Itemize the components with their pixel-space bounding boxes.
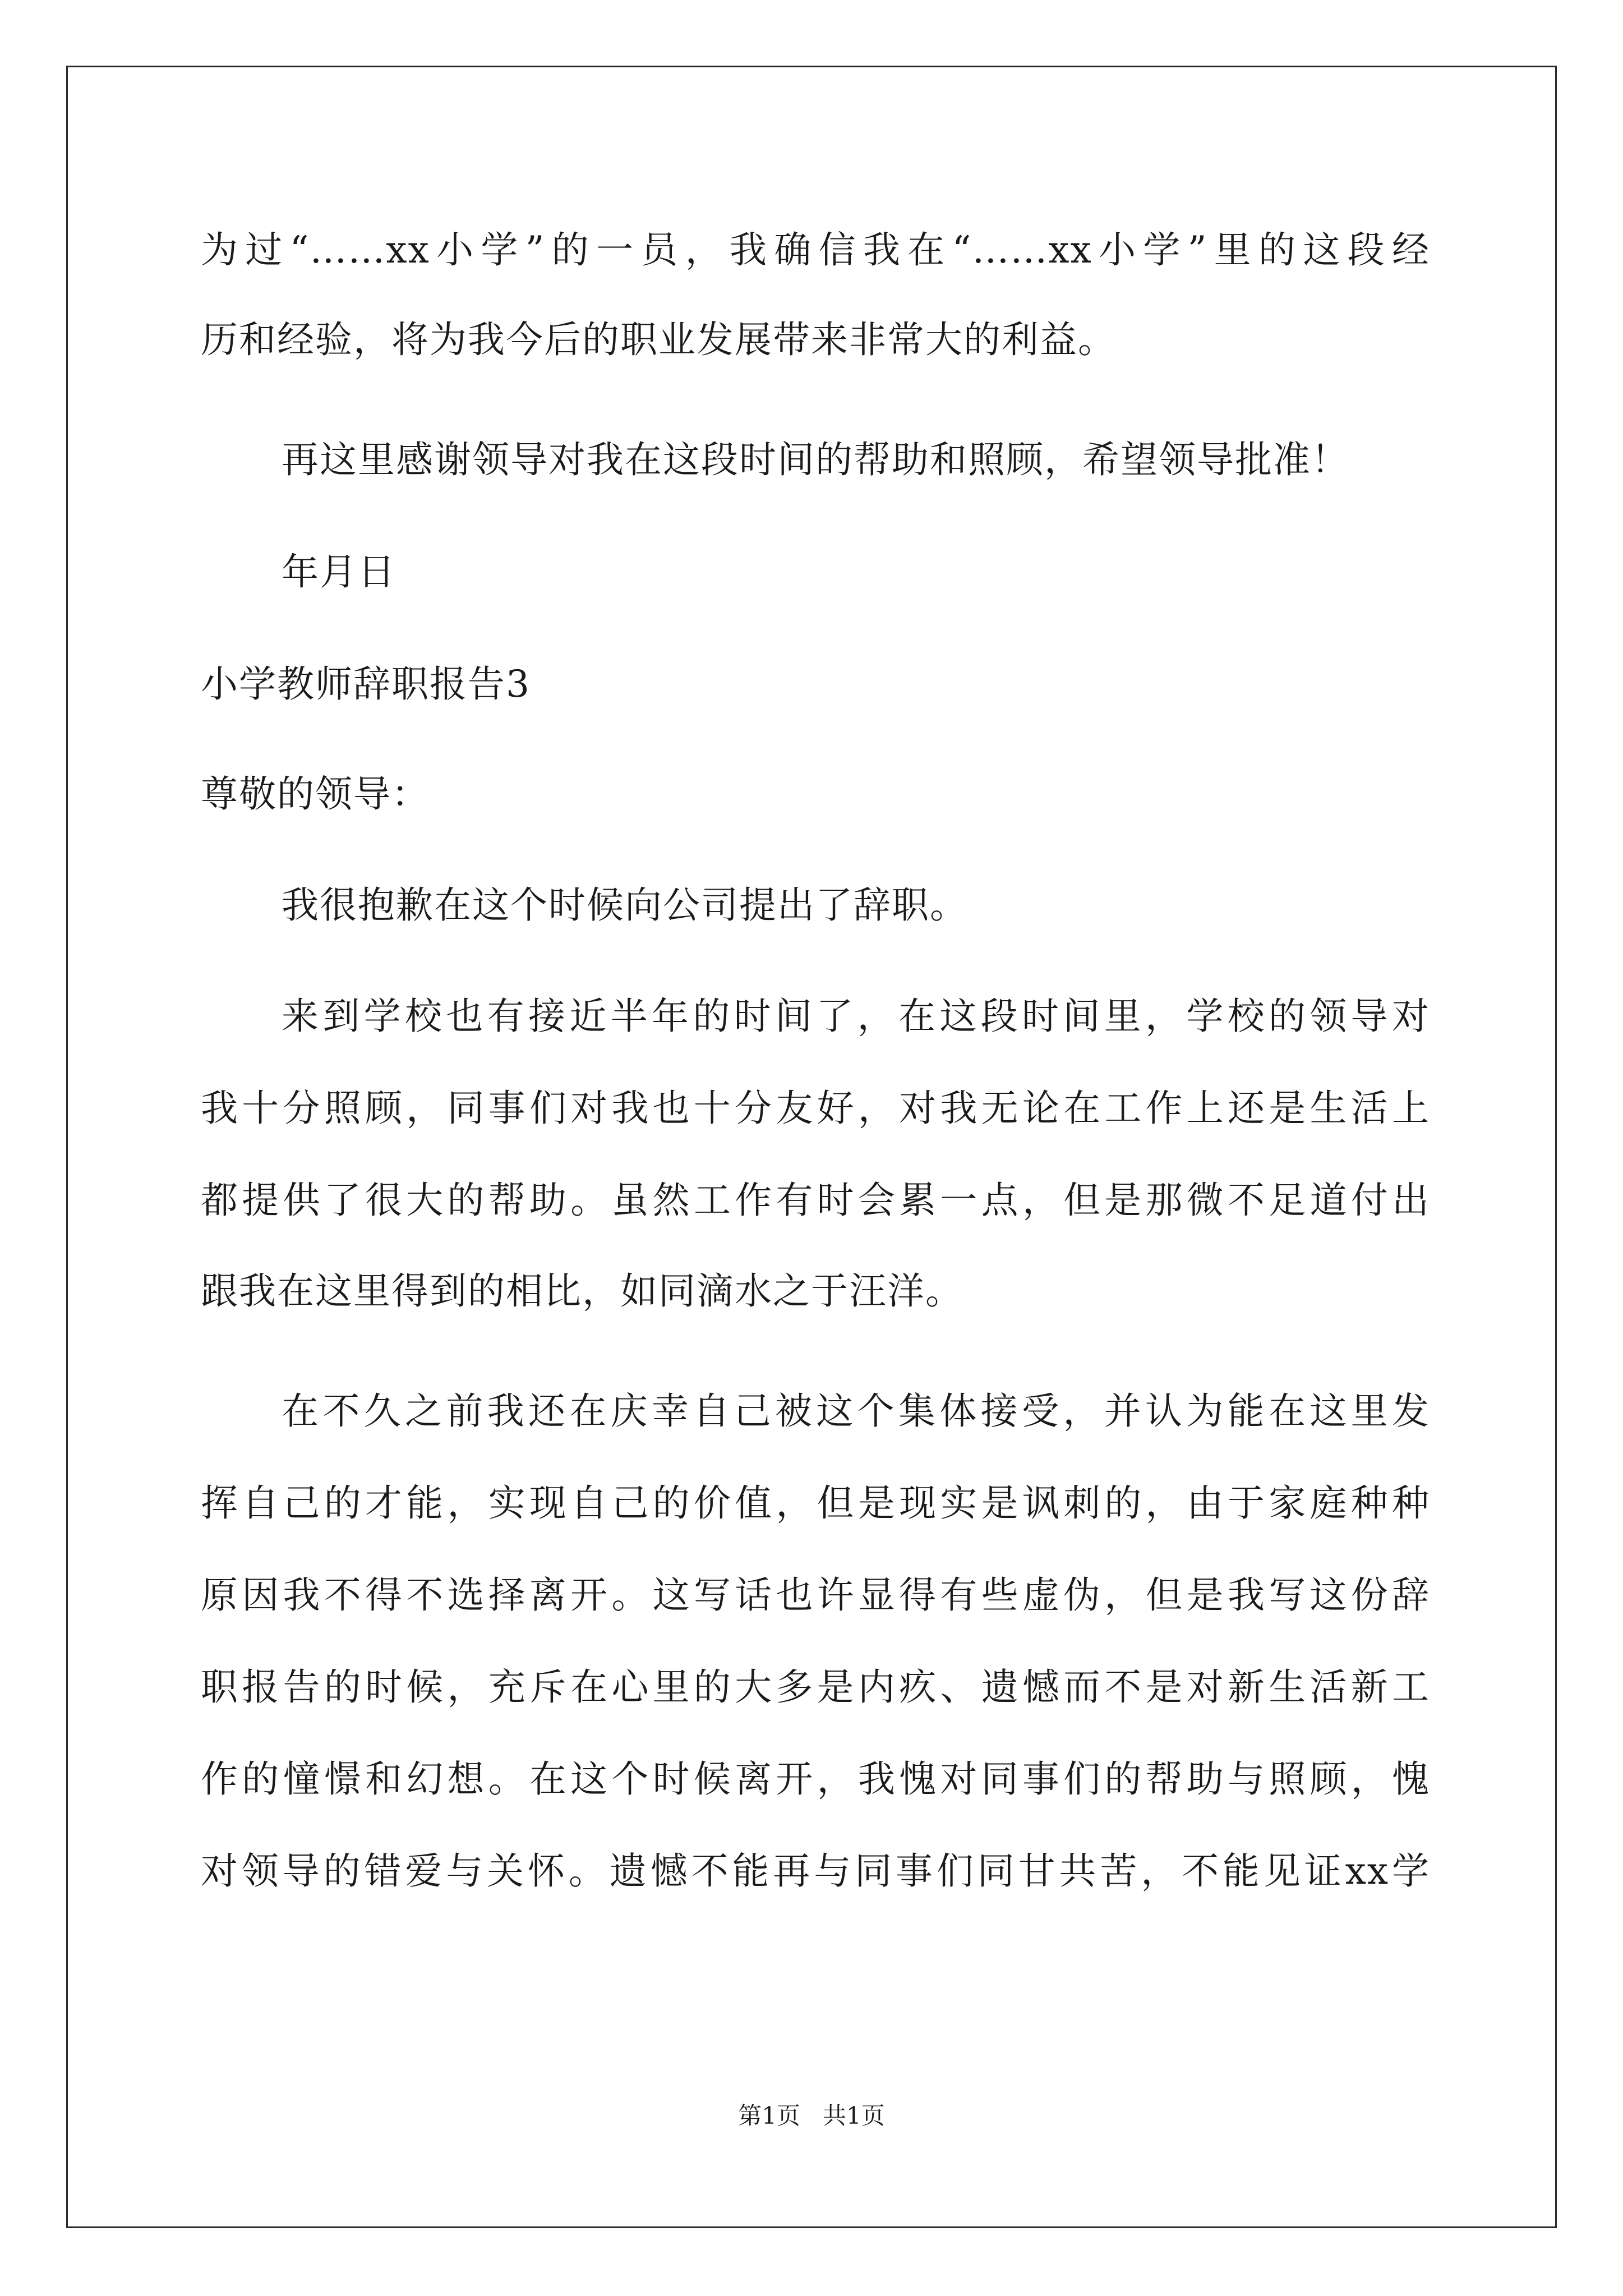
text-line: 来到学校也有接近半年的时间了，在这段时间里，学校的领导对 (282, 995, 1430, 1038)
text-line: 我很抱歉在这个时候向公司提出了辞职。 (282, 884, 968, 927)
salutation: 尊敬的领导： (201, 772, 430, 816)
text-line: 再这里感谢领导对我在这段时间的帮助和照顾，希望领导批准！ (282, 438, 1349, 481)
text-line: 为过“……xx小学”的一员，我确信我在“……xx小学”里的这段经 (201, 228, 1430, 272)
text-line: 年月日 (282, 550, 396, 593)
text-line: 都提供了很大的帮助。虽然工作有时会累一点，但是那微不足道付出 (201, 1179, 1430, 1222)
text-line: 我十分照顾，同事们对我也十分友好，对我无论在工作上还是生活上 (201, 1087, 1430, 1130)
text-line: 挥自己的才能，实现自己的价值，但是现实是讽刺的，由于家庭种种 (201, 1481, 1430, 1525)
page-footer: 第1页 共1页 (738, 2102, 885, 2129)
text-line: 历和经验，将为我今后的职业发展带来非常大的利益。 (201, 318, 1116, 361)
text-line: 跟我在这里得到的相比，如同滴水之于汪洋。 (201, 1269, 963, 1313)
text-line: 职报告的时候，充斥在心里的大多是内疚、遗憾而不是对新生活新工 (201, 1665, 1430, 1709)
section-heading: 小学教师辞职报告3 (201, 662, 531, 706)
text-line: 对领导的错爱与关怀。遗憾不能再与同事们同甘共苦，不能见证xx学 (201, 1849, 1430, 1893)
page-border (66, 66, 1557, 2228)
text-line: 作的憧憬和幻想。在这个时候离开，我愧对同事们的帮助与照顾，愧 (201, 1757, 1430, 1801)
text-line: 在不久之前我还在庆幸自己被这个集体接受，并认为能在这里发 (282, 1389, 1430, 1433)
text-line: 原因我不得不选择离开。这写话也许显得有些虚伪，但是我写这份辞 (201, 1573, 1430, 1617)
